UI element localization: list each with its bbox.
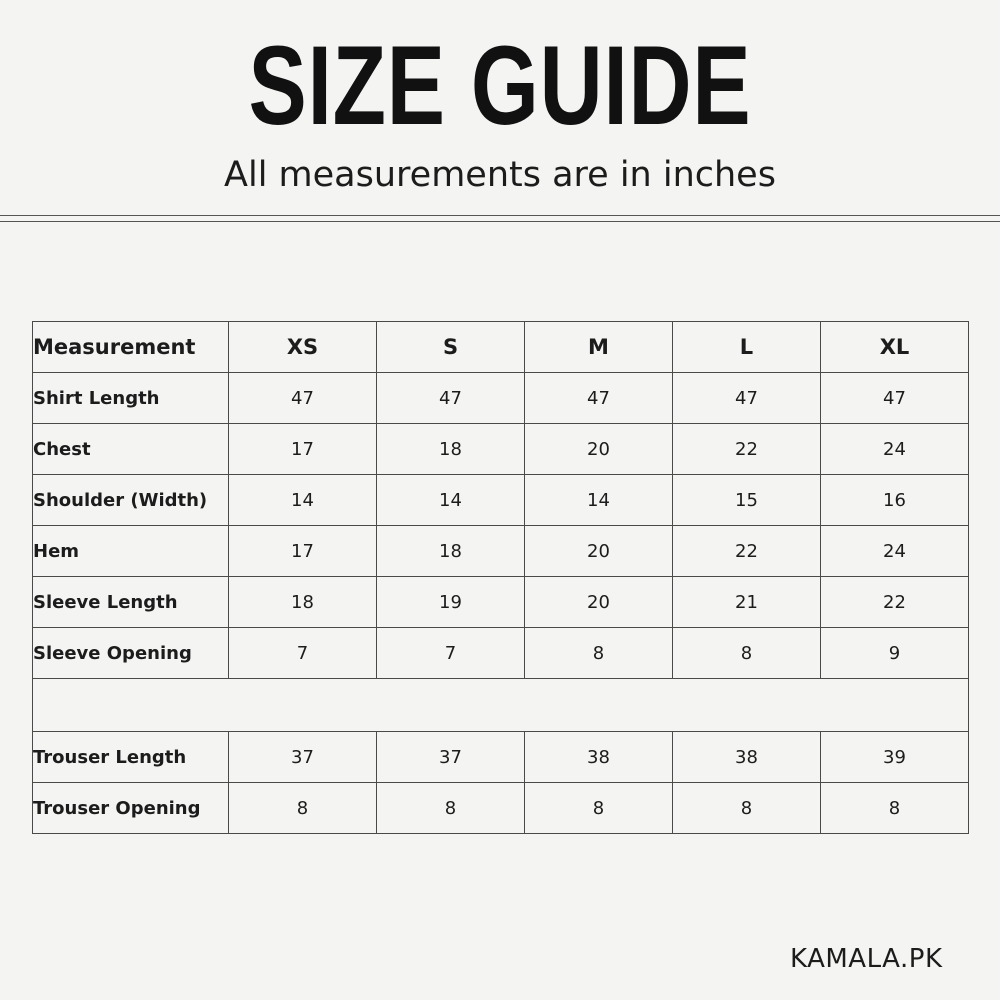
- table-cell: 9: [821, 628, 969, 679]
- table-cell: 22: [821, 577, 969, 628]
- table-cell: 14: [377, 475, 525, 526]
- table-row: [33, 373, 969, 424]
- table-row: [33, 424, 969, 475]
- row-label: Hem: [33, 526, 229, 577]
- column-header-l: L: [673, 322, 821, 373]
- trouser-rows: [33, 732, 969, 834]
- column-header-xs: XS: [229, 322, 377, 373]
- table-row: [33, 577, 969, 628]
- table-cell: 17: [229, 424, 377, 475]
- table-cell: 39: [821, 732, 969, 783]
- table-cell: 47: [525, 373, 673, 424]
- table-cell: 8: [673, 783, 821, 834]
- page-title: SIZE GUIDE: [248, 23, 752, 148]
- column-header-measurement: Measurement: [33, 322, 229, 373]
- brand-name: KAMALA.PK: [790, 944, 943, 974]
- table-cell: 24: [821, 424, 969, 475]
- spacer-row: [33, 679, 969, 732]
- table-cell: 47: [821, 373, 969, 424]
- table-cell: 20: [525, 424, 673, 475]
- table-header-row: [33, 322, 969, 373]
- table-cell: 47: [377, 373, 525, 424]
- size-table: [32, 321, 969, 834]
- table-cell: 18: [377, 424, 525, 475]
- row-label: Shoulder (Width): [33, 475, 229, 526]
- table-cell: 20: [525, 577, 673, 628]
- table-row: [33, 475, 969, 526]
- table-cell: 7: [377, 628, 525, 679]
- spacer-section: [33, 679, 969, 732]
- table-cell: 24: [821, 526, 969, 577]
- table-cell: 38: [525, 732, 673, 783]
- table-cell: 14: [525, 475, 673, 526]
- table-cell: 19: [377, 577, 525, 628]
- table-cell: 17: [229, 526, 377, 577]
- table-cell: 8: [821, 783, 969, 834]
- table-cell: 20: [525, 526, 673, 577]
- spacer-cell: [33, 679, 969, 732]
- page-subtitle: All measurements are in inches: [224, 155, 776, 195]
- row-label: Sleeve Length: [33, 577, 229, 628]
- row-label: Sleeve Opening: [33, 628, 229, 679]
- table-cell: 38: [673, 732, 821, 783]
- row-label: Trouser Opening: [33, 783, 229, 834]
- table-cell: 22: [673, 424, 821, 475]
- table-row: [33, 732, 969, 783]
- table-cell: 7: [229, 628, 377, 679]
- table-cell: 18: [229, 577, 377, 628]
- header-divider-top: [0, 215, 1000, 216]
- column-header-xl: XL: [821, 322, 969, 373]
- table-cell: 21: [673, 577, 821, 628]
- table-cell: 37: [229, 732, 377, 783]
- table-cell: 8: [525, 628, 673, 679]
- table-cell: 47: [229, 373, 377, 424]
- column-header-m: M: [525, 322, 673, 373]
- table-cell: 47: [673, 373, 821, 424]
- column-header-s: S: [377, 322, 525, 373]
- header-divider-bottom: [0, 221, 1000, 222]
- table-row: [33, 526, 969, 577]
- table-cell: 8: [673, 628, 821, 679]
- row-label: Shirt Length: [33, 373, 229, 424]
- table-cell: 22: [673, 526, 821, 577]
- row-label: Chest: [33, 424, 229, 475]
- table-row: [33, 783, 969, 834]
- table-cell: 14: [229, 475, 377, 526]
- table-cell: 16: [821, 475, 969, 526]
- table-cell: 37: [377, 732, 525, 783]
- table-cell: 8: [229, 783, 377, 834]
- row-label: Trouser Length: [33, 732, 229, 783]
- table-cell: 15: [673, 475, 821, 526]
- table-cell: 18: [377, 526, 525, 577]
- table-cell: 8: [377, 783, 525, 834]
- table-cell: 8: [525, 783, 673, 834]
- shirt-rows: [33, 373, 969, 679]
- table-row: [33, 628, 969, 679]
